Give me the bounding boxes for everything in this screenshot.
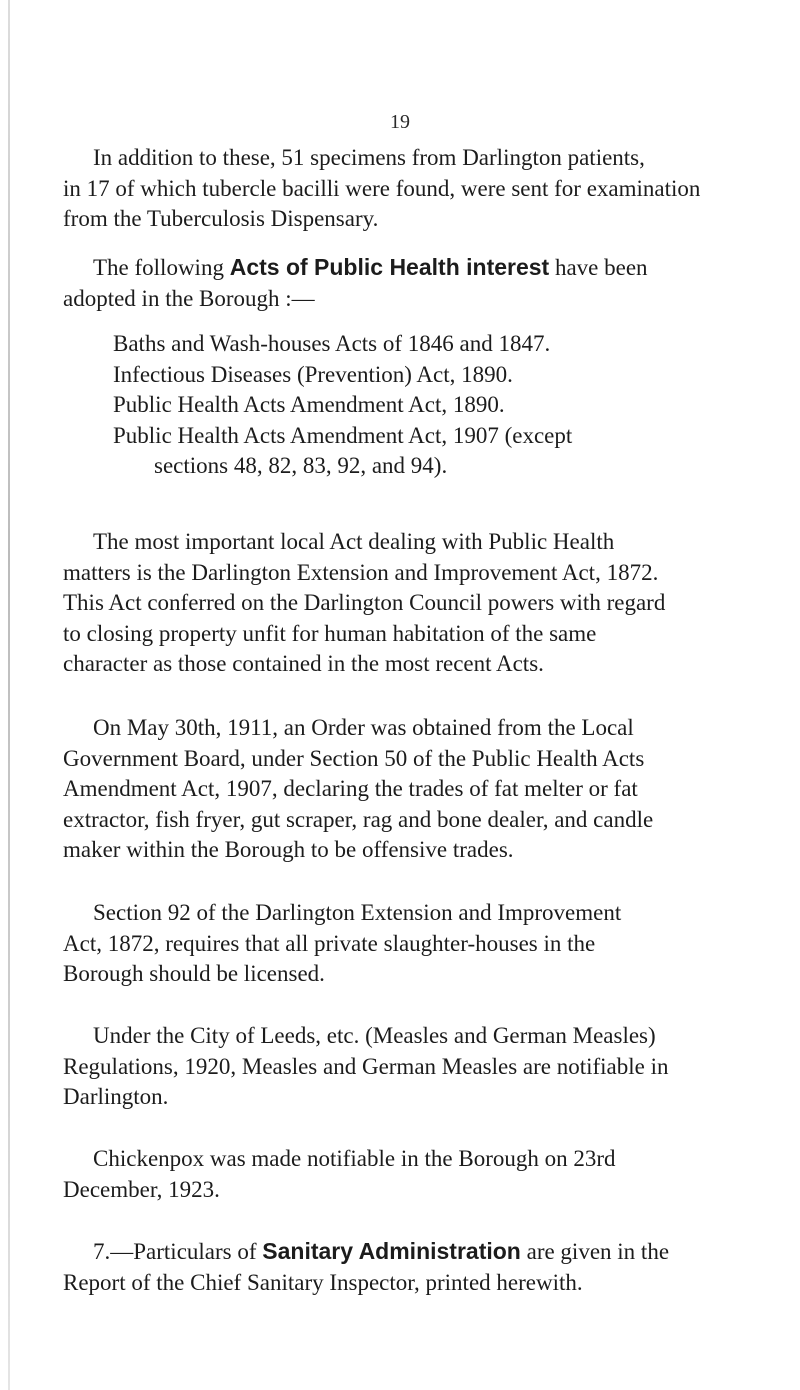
- paragraph-local-act: The most important local Act dealing with Public Health matters is the Darlington Extension and Improvement Act, 1872. This Act conferred on the Darlington Council powers with regard to closing property unfit for human habitation of the same character as those contained in the most recent Acts.: [63, 529, 666, 676]
- paragraph-chickenpox: Chickenpox was made notifiable in the Borough on 23rd December, 1923.: [63, 1146, 616, 1202]
- list-item: Infectious Diseases (Prevention) Act, 1890.: [113, 361, 513, 387]
- paragraph-sanitary-administration: 7.—Particulars of Sanitary Administration are given in the Report of the Chief Sanitary Inspector, printed herewith.: [63, 1238, 670, 1295]
- page-edge-shadow: [8, 0, 10, 1390]
- bold-heading-acts: Acts of Public Health interest: [229, 254, 550, 280]
- list-item: Public Health Acts Amendment Act, 1890.: [113, 392, 505, 417]
- acts-list: [113, 329, 713, 482]
- bold-heading-sanitary: Sanitary Administration: [262, 1238, 521, 1264]
- paragraph-offensive-trades: On May 30th, 1911, an Order was obtained from the Local Government Board, under Section 50 of the Public Health Acts Amendment Act, 1907, declaring the trades of fat melter or fat extractor, fish fryer, gut scraper, rag and bone dealer, and candle maker within the Borough to be offensive trades.: [63, 715, 654, 862]
- list-item: Public Health Acts Amendment Act, 1907 (except sections 48, 82, 83, 92, and 94).: [113, 422, 573, 478]
- page-number: 19: [390, 111, 410, 133]
- list-item: Baths and Wash-houses Acts of 1846 and 1847.: [113, 331, 551, 356]
- paragraph-specimens: In addition to these, 51 specimens from Darlington patients, in 17 of which tubercle bacilli were found, were sent for examination from the Tuberculosis Dispensary.: [63, 145, 701, 231]
- paragraph-measles: Under the City of Leeds, etc. (Measles and German Measles) Regulations, 1920, Measles and German Measles are notifiable in Darlington.: [63, 1023, 669, 1109]
- paragraph-acts-intro: The following Acts of Public Health interest have been adopted in the Borough :—: [63, 254, 648, 311]
- paragraph-slaughter-houses: Section 92 of the Darlington Extension and Improvement Act, 1872, requires that all private slaughter-houses in the Borough should be licensed.: [63, 900, 622, 986]
